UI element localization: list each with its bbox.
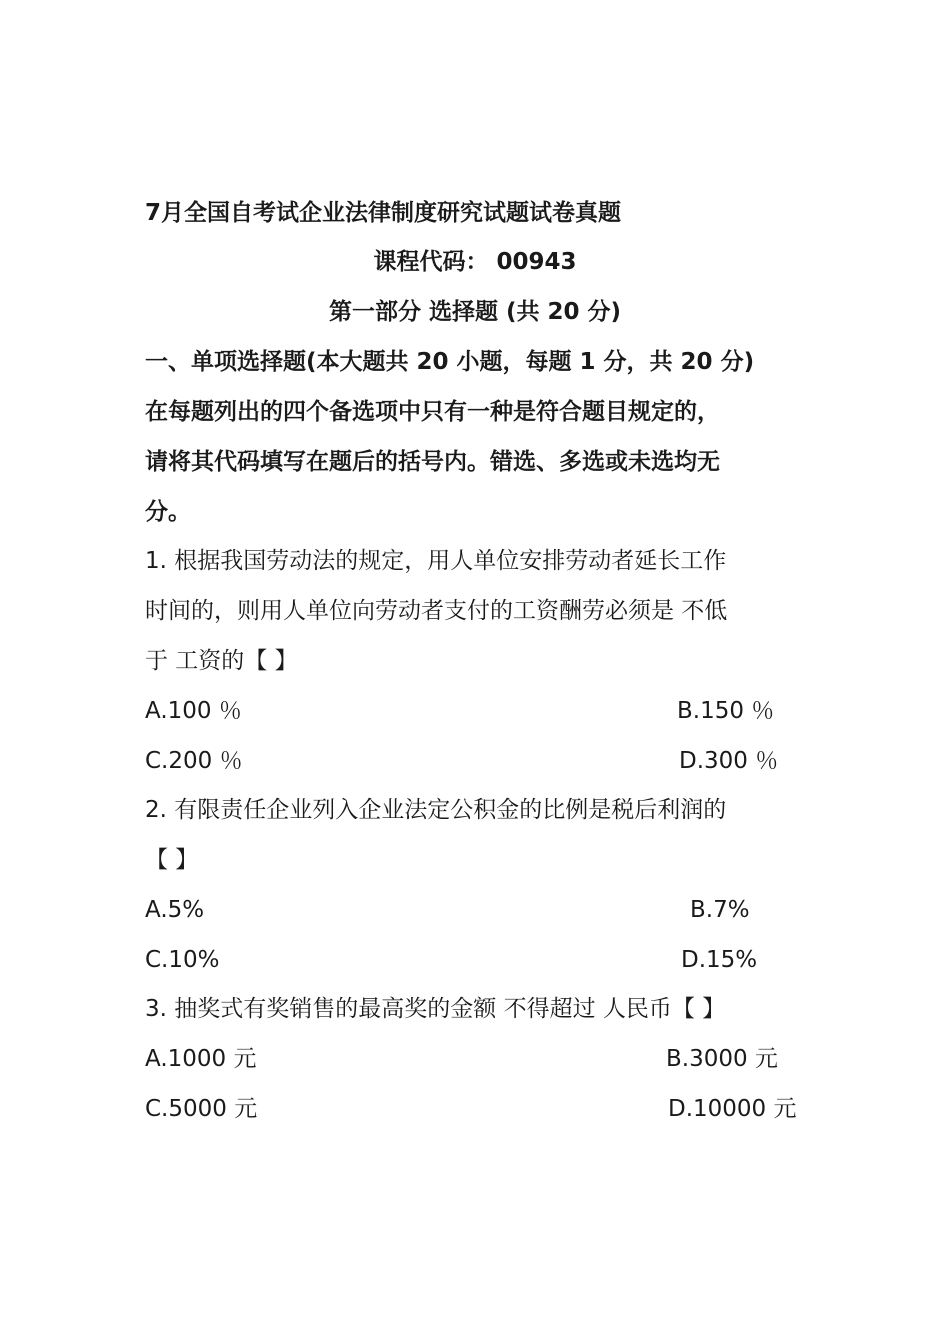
question-1-line: 1. 根据我国劳动法的规定，用人单位安排劳动者延长工作 — [145, 548, 727, 574]
question-3-option-c: C.5000 元 — [145, 1096, 258, 1122]
question-1-option-a: A.100 ％ — [145, 698, 242, 724]
question-1-line: 于 工资的【 】 — [145, 648, 298, 674]
question-2-option-a: A.5% — [145, 897, 205, 923]
question-1-option-c: C.200 ％ — [145, 748, 243, 774]
question-1-option-b: B.150 ％ — [677, 698, 775, 724]
instruction-line: 请将其代码填写在题后的括号内。错选、多选或未选均无 — [145, 449, 720, 475]
question-2-line: 【 】 — [145, 847, 199, 873]
question-1-line: 时间的，则用人单位向劳动者支付的工资酬劳必须是 不低 — [145, 598, 728, 624]
question-2-option-b: B.7% — [690, 897, 750, 923]
question-3-line: 3. 抽奖式有奖销售的最高奖的金额 不得超过 人民币【 】 — [145, 996, 726, 1022]
part-heading: 第一部分 选择题 (共 20 分) — [328, 299, 622, 325]
question-3-option-d: D.10000 元 — [668, 1096, 797, 1122]
question-2-option-c: C.10% — [145, 947, 220, 973]
question-3-option-a: A.1000 元 — [145, 1046, 257, 1072]
course-code — [0, 247, 950, 277]
course-code-text: 课程代码： 00943 — [373, 249, 577, 275]
instruction-line: 在每题列出的四个备选项中只有一种是符合题目规定的， — [145, 399, 720, 425]
section-heading: 一、单项选择题(本大题共 20 小题，每题 1 分，共 20 分) — [145, 349, 755, 375]
question-3-option-b: B.3000 元 — [666, 1046, 778, 1072]
instruction-line: 分。 — [145, 499, 191, 525]
document-title: 7月全国自考试企业法律制度研究试题试卷真题 — [145, 200, 622, 226]
question-2-line: 2. 有限责任企业列入企业法定公积金的比例是税后利润的 — [145, 797, 727, 823]
question-1-option-d: D.300 ％ — [679, 748, 779, 774]
question-2-option-d: D.15% — [681, 947, 758, 973]
